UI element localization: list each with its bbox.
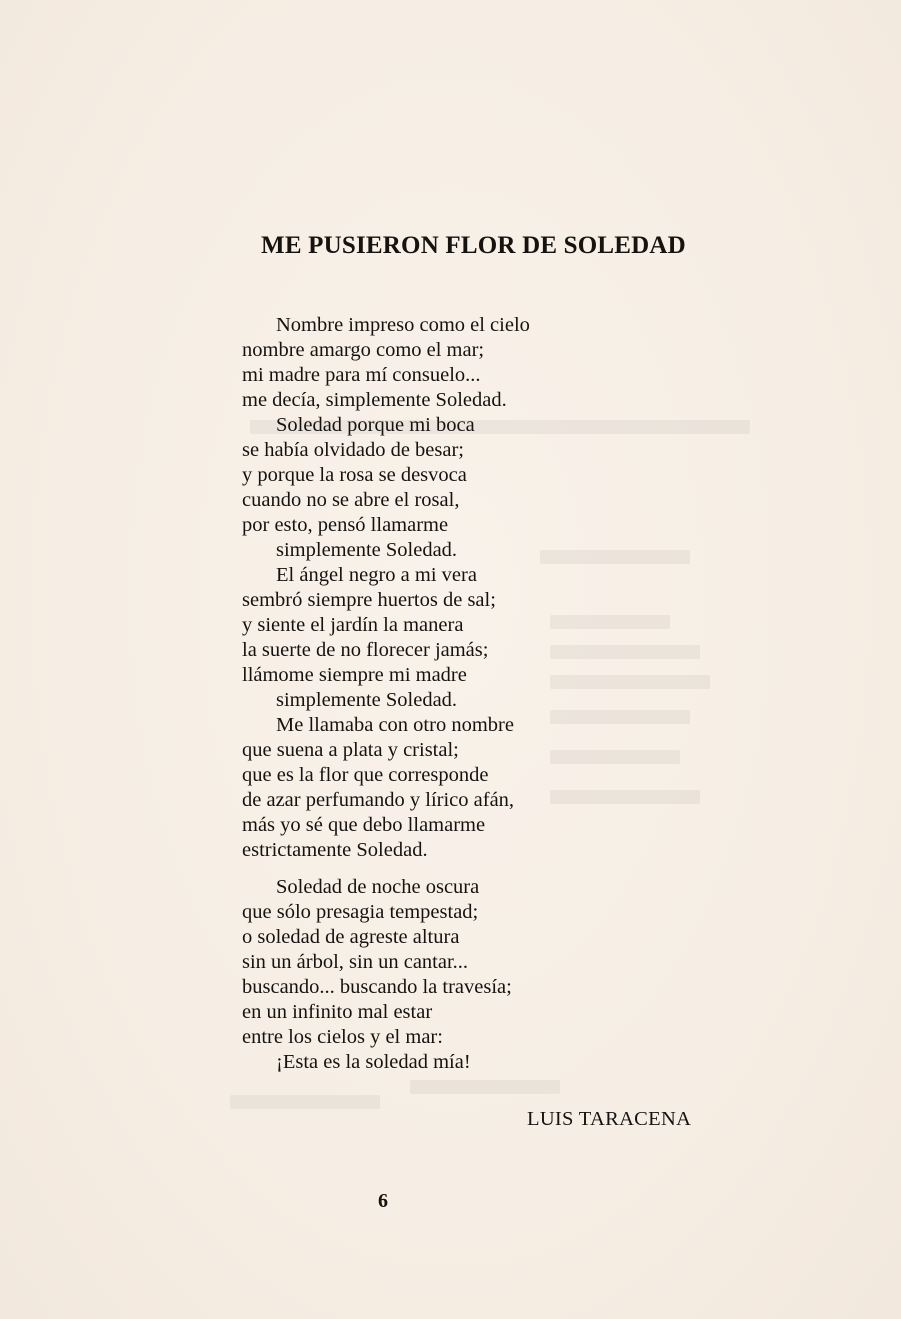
- verse-line: más yo sé que debo llamarme: [242, 814, 486, 836]
- verse-line: mi madre para mí consuelo...: [242, 364, 481, 386]
- verse-line: en un infinito mal estar: [242, 1001, 433, 1023]
- verse-line: simplemente Soledad.: [276, 539, 458, 561]
- verse-line: Soledad porque mi boca: [276, 414, 475, 436]
- verse-line: se había olvidado de besar;: [242, 439, 465, 461]
- verse-line: la suerte de no florecer jamás;: [242, 639, 489, 661]
- author-name: LUIS TARACENA: [527, 1108, 692, 1130]
- verse-line: Nombre impreso como el cielo: [276, 314, 530, 336]
- verse-line: que es la flor que corresponde: [242, 764, 489, 786]
- verse-line: me decía, simplemente Soledad.: [242, 389, 507, 411]
- verse-line: simplemente Soledad.: [276, 689, 458, 711]
- verse-line: entre los cielos y el mar:: [242, 1026, 443, 1048]
- verse-line: El ángel negro a mi vera: [276, 564, 477, 586]
- verse-line: buscando... buscando la travesía;: [242, 976, 512, 998]
- verse-line: y porque la rosa se desvoca: [242, 464, 467, 486]
- verse-line: sin un árbol, sin un cantar...: [242, 951, 469, 973]
- stanza: [242, 875, 662, 1075]
- verse-line: estrictamente Soledad.: [242, 839, 428, 861]
- verse-line: de azar perfumando y lírico afán,: [242, 789, 515, 811]
- poem-body: [242, 313, 662, 1075]
- verse-line: o soledad de agreste altura: [242, 926, 460, 948]
- page-number: 6: [378, 1190, 388, 1212]
- verse-line: que suena a plata y cristal;: [242, 739, 459, 761]
- stanza: [242, 313, 662, 863]
- verse-line: por esto, pensó llamarme: [242, 514, 449, 536]
- verse-line: Me llamaba con otro nombre: [276, 714, 514, 736]
- verse-line: que sólo presagia tempestad;: [242, 901, 479, 923]
- verse-line: nombre amargo como el mar;: [242, 339, 485, 361]
- verse-line: llámome siempre mi madre: [242, 664, 467, 686]
- verse-line: Soledad de noche oscura: [276, 876, 480, 898]
- verse-line: cuando no se abre el rosal,: [242, 489, 460, 511]
- verse-line: ¡Esta es la soledad mía!: [276, 1051, 471, 1073]
- poem-title: ME PUSIERON FLOR DE SOLEDAD: [261, 232, 686, 259]
- verse-line: y siente el jardín la manera: [242, 614, 464, 636]
- verse-line: sembró siempre huertos de sal;: [242, 589, 496, 611]
